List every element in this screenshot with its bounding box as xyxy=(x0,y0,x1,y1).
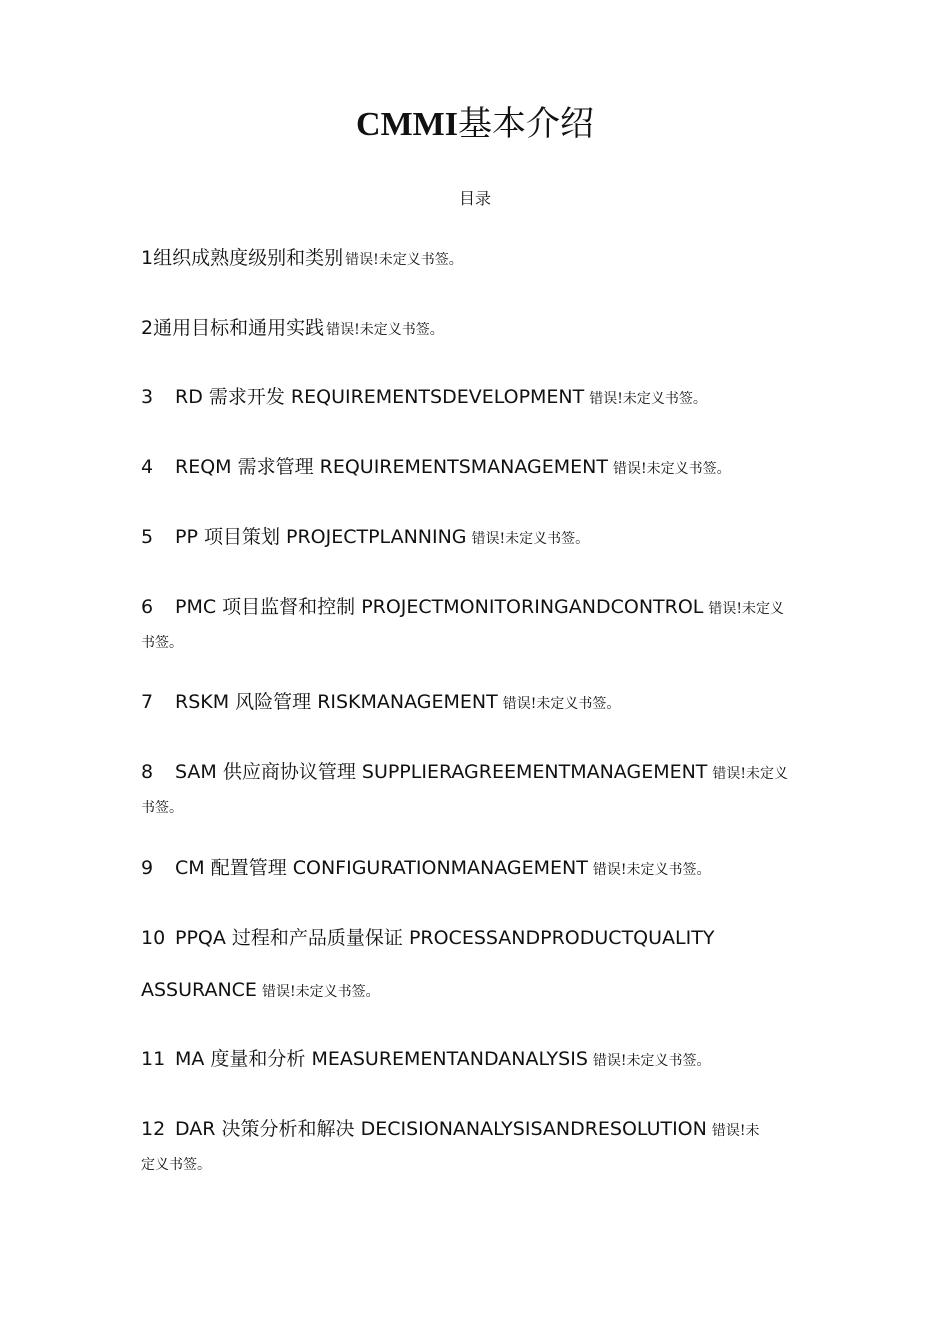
toc-entry-number: 11 xyxy=(141,1048,166,1070)
toc-entry-error: 错误!未定义书签。 xyxy=(502,696,621,712)
toc-entry-1[interactable] xyxy=(141,246,821,272)
toc-entry-error: 错误!未定义 xyxy=(712,766,789,782)
toc-entry-number: 8 xyxy=(141,761,154,783)
toc-entry-12[interactable] xyxy=(141,1117,821,1175)
page-title-latin: CMMI xyxy=(356,106,458,143)
toc-entry-label: REQM 需求管理 REQUIREMENTSMANAGEMENT xyxy=(175,456,609,478)
toc-entry-error-continuation: 书签。 xyxy=(141,635,183,651)
toc-entry-error: 错误!未定义书签。 xyxy=(613,461,731,477)
toc-entry-number: 2 xyxy=(141,317,154,339)
toc-entry-error: 错误!未定义书签。 xyxy=(592,862,711,878)
toc-entry-3[interactable] xyxy=(141,385,821,411)
toc-entry-error: 错误!未定义书签。 xyxy=(326,322,444,338)
toc-entry-number: 9 xyxy=(141,857,154,879)
toc-entry-error-continuation: 书签。 xyxy=(141,800,183,816)
toc-entry-10[interactable] xyxy=(141,926,821,1004)
toc-entry-label-cont-text: ASSURANCE xyxy=(141,979,257,1001)
toc-entry-label: PPQA 过程和产品质量保证 PROCESSANDPRODUCTQUALITY xyxy=(175,927,715,949)
toc-entry-8[interactable] xyxy=(141,760,821,818)
toc-entry-4[interactable] xyxy=(141,455,821,481)
toc-entry-error-continuation: 定义书签。 xyxy=(141,1157,211,1173)
toc-entry-7[interactable] xyxy=(141,690,821,716)
toc-entry-error: 错误!未定义书签。 xyxy=(261,984,380,1000)
toc-entry-6[interactable] xyxy=(141,595,821,653)
toc-entry-label: PMC 项目监督和控制 PROJECTMONITORINGANDCONTROL xyxy=(175,596,704,618)
toc-entry-error: 错误!未定义 xyxy=(708,601,785,617)
page-title xyxy=(0,100,950,149)
toc-entry-error: 错误!未定义书签。 xyxy=(592,1053,711,1069)
toc-entry-5[interactable] xyxy=(141,525,821,551)
toc-entry-label: PP 项目策划 PROJECTPLANNING xyxy=(175,526,467,548)
toc-entry-number: 6 xyxy=(141,596,154,618)
toc-entry-number: 12 xyxy=(141,1118,166,1140)
toc-entry-label: CM 配置管理 CONFIGURATIONMANAGEMENT xyxy=(175,857,588,879)
toc-entry-label-continuation xyxy=(141,978,821,1004)
toc-entry-label: MA 度量和分析 MEASUREMENTANDANALYSIS xyxy=(175,1048,588,1070)
toc-entry-number: 1 xyxy=(141,247,154,269)
toc-entry-error: 错误!未 xyxy=(711,1123,760,1139)
toc-entry-number: 7 xyxy=(141,691,154,713)
toc-entry-label: 通用目标和通用实践 xyxy=(153,317,325,339)
toc-entry-number: 3 xyxy=(141,386,154,408)
toc-entry-label: SAM 供应商协议管理 SUPPLIERAGREEMENTMANAGEMENT xyxy=(175,761,708,783)
toc-heading: 目录 xyxy=(458,189,491,208)
toc-entry-number: 5 xyxy=(141,526,154,548)
toc-entry-error: 错误!未定义书签。 xyxy=(345,252,463,268)
toc-entry-9[interactable] xyxy=(141,856,821,882)
toc-entry-label: RSKM 风险管理 RISKMANAGEMENT xyxy=(175,691,498,713)
toc-entry-11[interactable] xyxy=(141,1047,821,1073)
toc-entry-number: 4 xyxy=(141,456,154,478)
page-title-cjk: 基本介绍 xyxy=(457,104,594,144)
toc-entry-label: DAR 决策分析和解决 DECISIONANALYSISANDRESOLUTION xyxy=(175,1118,707,1140)
toc-entry-error: 错误!未定义书签。 xyxy=(471,531,590,547)
toc-entry-label: 组织成熟度级别和类别 xyxy=(153,247,344,269)
toc-entry-label: RD 需求开发 REQUIREMENTSDEVELOPMENT xyxy=(175,386,585,408)
toc-entry-error: 错误!未定义书签。 xyxy=(589,391,707,407)
toc-entry-number: 10 xyxy=(141,927,166,949)
toc-entry-2[interactable] xyxy=(141,316,821,342)
